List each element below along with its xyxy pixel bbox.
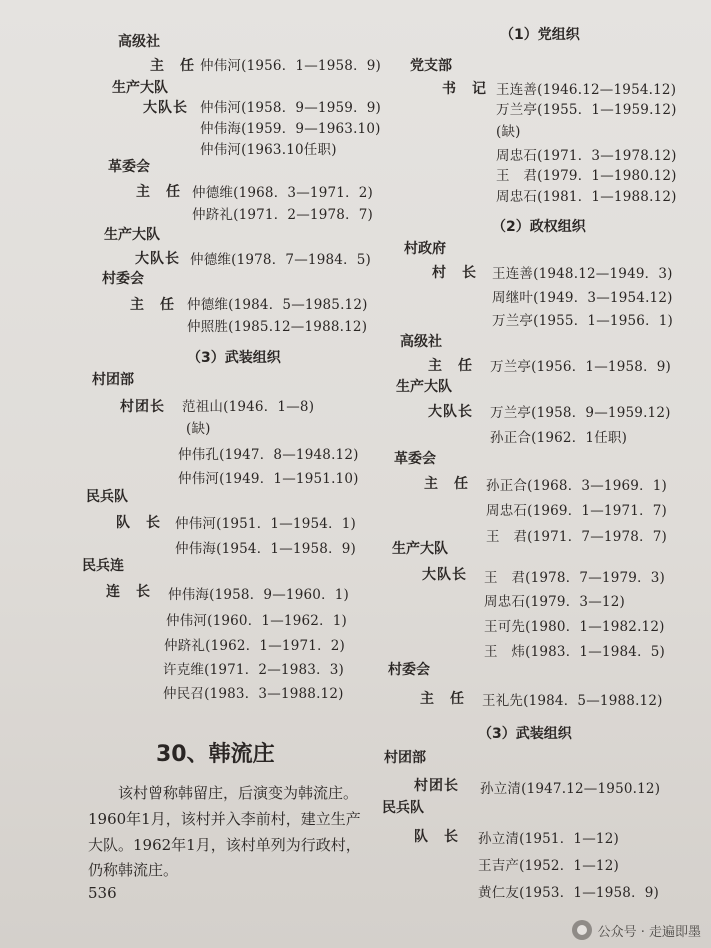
role-label: 大队长 [135, 251, 180, 267]
tenure-entry: 仲伟河(1951．1—1954．1) [175, 516, 357, 532]
tenure-entry: 许克维(1971．2—1983．3) [163, 662, 345, 678]
tenure-entry: 王 君(1971．7—1978．7) [486, 529, 668, 545]
tenure-entry: 仲德维(1984．5—1985.12) [187, 297, 368, 313]
tenure-entry: 仲伟河(1949．1—1951.10) [178, 471, 359, 487]
tenure-entry: 孙立清(1951．1—12) [478, 831, 619, 847]
tenure-entry: 王 君(1979．1—1980.12) [496, 168, 677, 184]
org-heading: 生产大队 [396, 379, 452, 395]
org-heading: 高级社 [400, 334, 442, 350]
tenure-entry: 仲德维(1968．3—1971．2) [192, 185, 374, 201]
role-label: 主 任 [136, 184, 181, 200]
section-heading: （2）政权组织 [492, 219, 586, 235]
role-label: 大队长 [143, 100, 188, 116]
tenure-entry: 仲伟河(1963.10任职) [200, 142, 337, 158]
role-label: 村团长 [414, 778, 459, 794]
tenure-entry: 周忠石(1981．1—1988.12) [496, 189, 677, 205]
chapter-title: 30、韩流庄 [156, 742, 275, 767]
org-heading: 生产大队 [112, 80, 168, 96]
role-label: 村 长 [432, 265, 477, 281]
tenure-entry: 王礼先(1984．5—1988.12) [482, 693, 663, 709]
role-label: 主 任 [150, 58, 195, 74]
role-label: 大队长 [422, 567, 467, 583]
tenure-entry: 王连善(1946.12—1954.12) [496, 82, 677, 98]
org-heading: 党支部 [410, 58, 452, 74]
org-heading: 村委会 [388, 662, 430, 678]
tenure-entry: 仲伟海(1959．9—1963.10) [200, 121, 381, 137]
watermark [572, 920, 701, 940]
role-label: 队 长 [116, 515, 161, 531]
paragraph-line: 大队。1962年1月，该村单列为行政村， [88, 836, 361, 854]
role-label: 连 长 [106, 584, 151, 600]
tenure-entry: 王连善(1948.12—1949．3) [492, 266, 673, 282]
org-heading: 民兵连 [82, 558, 124, 574]
role-label: 队 长 [414, 829, 459, 845]
tenure-entry: 仲跻礼(1971．2—1978．7) [192, 207, 374, 223]
tenure-entry: 万兰亭(1955．1—1956．1) [492, 313, 674, 329]
section-heading: （1）党组织 [500, 27, 580, 43]
paragraph-line: 仍称韩流庄。 [88, 861, 179, 879]
org-heading: 高级社 [118, 34, 160, 50]
watermark-text: 公众号 · 走遍即墨 [597, 924, 701, 940]
org-heading: 生产大队 [392, 541, 448, 557]
tenure-entry: 孙立清(1947.12—1950.12) [480, 781, 661, 797]
role-label: 主 任 [130, 297, 175, 313]
section-heading: （3）武装组织 [187, 350, 281, 366]
tenure-entry: 仲德维(1978．7—1984．5) [190, 252, 372, 268]
wechat-icon [572, 920, 592, 940]
tenure-entry: 孙正合(1962．1任职) [490, 430, 628, 446]
org-heading: 革委会 [108, 159, 150, 175]
tenure-entry: (缺) [186, 421, 211, 437]
tenure-entry: 仲伟河(1956．1—1958．9) [200, 58, 382, 74]
tenure-entry: 万兰亭(1956．1—1958．9) [490, 359, 672, 375]
tenure-entry: 王可先(1980．1—1982.12) [484, 619, 665, 635]
tenure-entry: 黄仁友(1953．1—1958．9) [478, 885, 660, 901]
tenure-entry: 万兰亭(1955．1—1959.12) [496, 102, 677, 118]
tenure-entry: 仲伟海(1958．9—1960．1) [168, 587, 350, 603]
org-heading: 生产大队 [104, 227, 160, 243]
org-heading: 民兵队 [86, 489, 128, 505]
tenure-entry: (缺) [496, 124, 521, 140]
org-heading: 村团部 [384, 750, 426, 766]
paragraph-line: 该村曾称韩留庄，后演变为韩流庄。 [118, 784, 359, 802]
tenure-entry: 仲民召(1983．3—1988.12) [163, 686, 344, 702]
section-heading: （3）武装组织 [478, 726, 572, 742]
role-label: 大队长 [428, 404, 473, 420]
role-label: 村团长 [120, 399, 165, 415]
tenure-entry: 周忠石(1979．3—12) [484, 594, 625, 610]
tenure-entry: 仲照胜(1985.12—1988.12) [187, 319, 368, 335]
role-label: 主 任 [420, 691, 465, 707]
org-heading: 村政府 [404, 241, 446, 257]
tenure-entry: 仲伟海(1954．1—1958．9) [175, 541, 357, 557]
tenure-entry: 周忠石(1971．3—1978.12) [496, 148, 677, 164]
tenure-entry: 王 炜(1983．1—1984．5) [484, 644, 666, 660]
tenure-entry: 周继叶(1949．3—1954.12) [492, 290, 673, 306]
tenure-entry: 孙正合(1968．3—1969．1) [486, 478, 668, 494]
tenure-entry: 仲伟河(1960．1—1962．1) [166, 613, 348, 629]
org-heading: 村团部 [92, 372, 134, 388]
role-label: 主 任 [428, 358, 473, 374]
role-label: 书 记 [442, 81, 487, 97]
tenure-entry: 仲伟河(1958．9—1959．9) [200, 100, 382, 116]
tenure-entry: 范祖山(1946．1—8) [182, 399, 315, 415]
org-heading: 革委会 [394, 451, 436, 467]
tenure-entry: 仲伟孔(1947．8—1948.12) [178, 447, 359, 463]
org-heading: 民兵队 [382, 800, 424, 816]
paragraph-line: 1960年1月，该村并入李前村，建立生产 [88, 810, 361, 828]
tenure-entry: 王 君(1978．7—1979．3) [484, 570, 666, 586]
tenure-entry: 仲跻礼(1962．1—1971．2) [164, 638, 346, 654]
tenure-entry: 万兰亭(1958．9—1959.12) [490, 405, 671, 421]
tenure-entry: 王吉产(1952．1—12) [478, 858, 619, 874]
tenure-entry: 周忠石(1969．1—1971．7) [486, 503, 668, 519]
org-heading: 村委会 [102, 271, 144, 287]
page-number: 536 [88, 884, 117, 902]
role-label: 主 任 [424, 476, 469, 492]
